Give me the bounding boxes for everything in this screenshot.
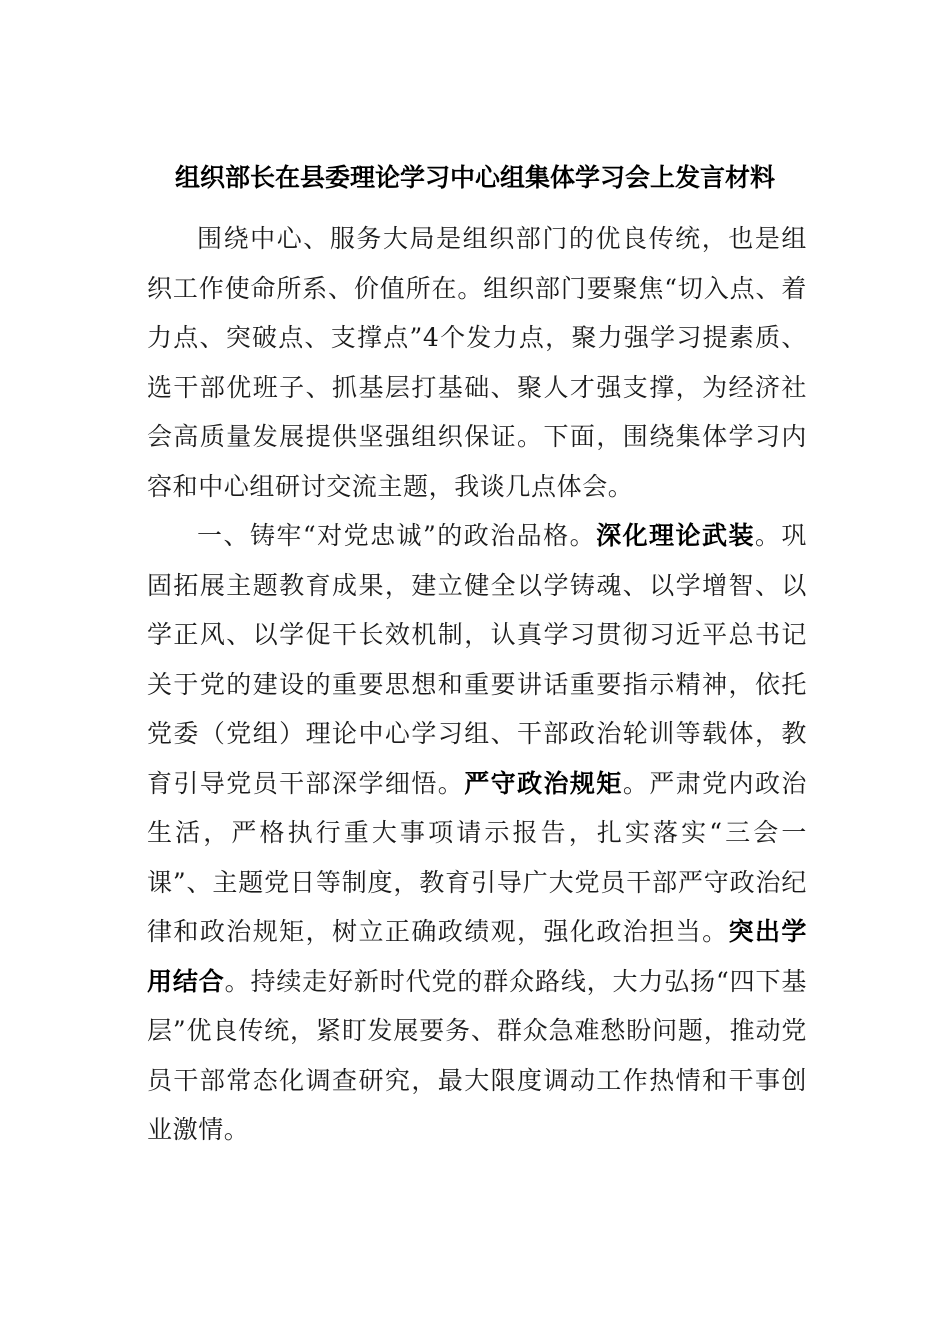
text-learning-application: 。持续走好新时代党的群众路线，大力弘扬“四下基层”优良传统，紧盯发展要务、群众急难愁盼问题，推动党员干部常态化调查研究，最大限度调动工作热情和干事创业激情。 — [147, 966, 807, 1144]
document-title: 组织部长在县委理论学习中心组集体学习会上发言材料 — [174, 163, 775, 192]
heading-learning-application: 突出学用结合 — [147, 917, 807, 996]
text-political-rules: 。严肃党内政治生活，严格执行重大事项请示报告，扎实落实“三会一课”、主题党日等制度，教育引导广大党员干部严守政治纪律和政治规矩，树立正确政绩观，强化政治担当。 — [147, 768, 808, 946]
text-deepen-theory: 。巩固拓展主题教育成果，建立健全以学铸魂、以学增智、以学正风、以学促干长效机制，认真学习贯彻习近平总书记关于党的建设的重要思想和重要讲话重要指示精神，依托党委（党组）理论中心学习组、干部政治轮训等载体，教育引导党员干部深学细悟。 — [147, 521, 807, 798]
heading-political-rules: 严守政治规矩 — [464, 768, 623, 798]
section-1-paragraph — [147, 511, 807, 1155]
heading-deepen-theory: 深化理论武装 — [596, 521, 755, 550]
intro-paragraph: 围绕中心、服务大局是组织部门的优良传统，也是组织工作使命所系、价值所在。组织部门要聚焦“切入点、着力点、突破点、支撑点”4个发力点，聚力强学习提素质、选干部优班子、抓基层打基础、聚人才强支撑，为经济社会高质量发展提供坚强组织保证。下面，围绕集体学习内容和中心组研讨交流主题，我谈几点体会。 — [147, 224, 807, 501]
section-1-lead: 一、铸牢“对党忠诚”的政治品格。 — [197, 521, 597, 550]
